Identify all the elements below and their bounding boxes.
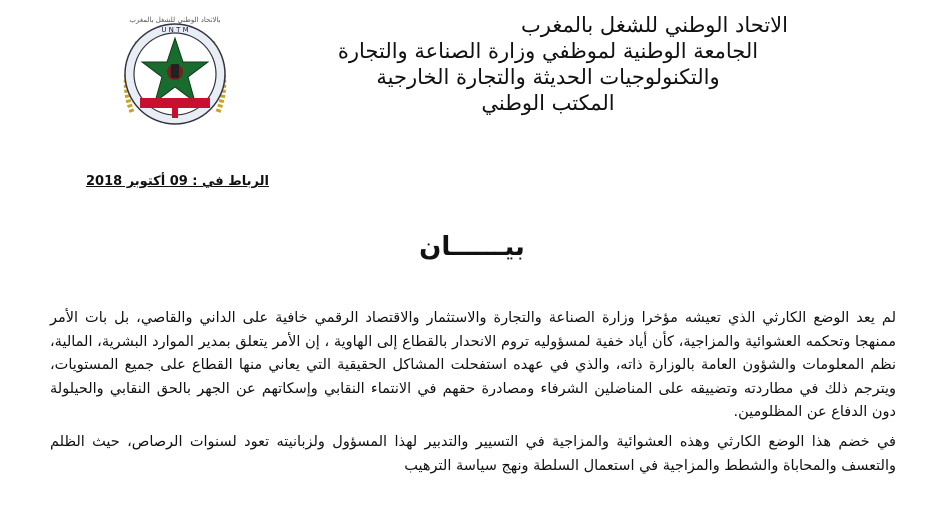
office-name: المكتب الوطني [481, 91, 615, 115]
paragraph-1: لم يعد الوضع الكارثي الذي تعيشه مؤخرا وزارة الصناعة والتجارة والاستثمار والاقتصاد الرقمي خافية على الداني والقاصي، بل بات الأمر ممنهجا وتحكمه العشوائية والمزاجية، كأن أياد خفية لمسؤوليه تروم الانحدار بالقطاع إلى الهاوية ، إن الأمر يتعلق بمدير الموارد البشرية، المالية، نظم المعلومات والشؤون العامة بالوزارة ذاته، والذي في عهده استفحلت المشاكل الحقيقية التي يعاني منها القطاع على جميع المستويات، ويترجم ذلك في مطاردته وتضييقه على المناضلين الشرفاء ومصادرة حقهم في الانتماء النقابي وإسكاتهم عن الجهر بالحق النقابي والحيلولة دون الدفاع عن المظلومين. [50, 310, 896, 421]
statement-body [50, 307, 896, 478]
union-logo [110, 16, 240, 134]
union-name: الاتحاد الوطني للشغل بالمغرب [520, 13, 788, 37]
ministry-name: والتكنولوجيات الحديثة والتجارة الخارجية [376, 65, 720, 89]
letterhead [268, 12, 828, 116]
document-title: بيــــــان [419, 232, 525, 262]
logo-caption: بالاتحاد الوطني للشغل بالمغرب [129, 16, 221, 24]
federation-name: الجامعة الوطنية لموظفي وزارة الصناعة والتجارة [337, 39, 759, 63]
svg-text:U N T M: U N T M [161, 26, 189, 34]
paragraph-2: في خضم هذا الوضع الكارثي وهذه العشوائية والمزاجية في التسيير والتدبير لهذا المسؤول ولزبانيته تعود لسنوات الرصاص، حيث الظلم والتعسف والمحاباة والشطط والمزاجية في استعمال السلطة ونهج سياسة الترهيب [50, 433, 896, 474]
date-line: الرباط في : 09 أكتوبر 2018 [86, 174, 269, 189]
